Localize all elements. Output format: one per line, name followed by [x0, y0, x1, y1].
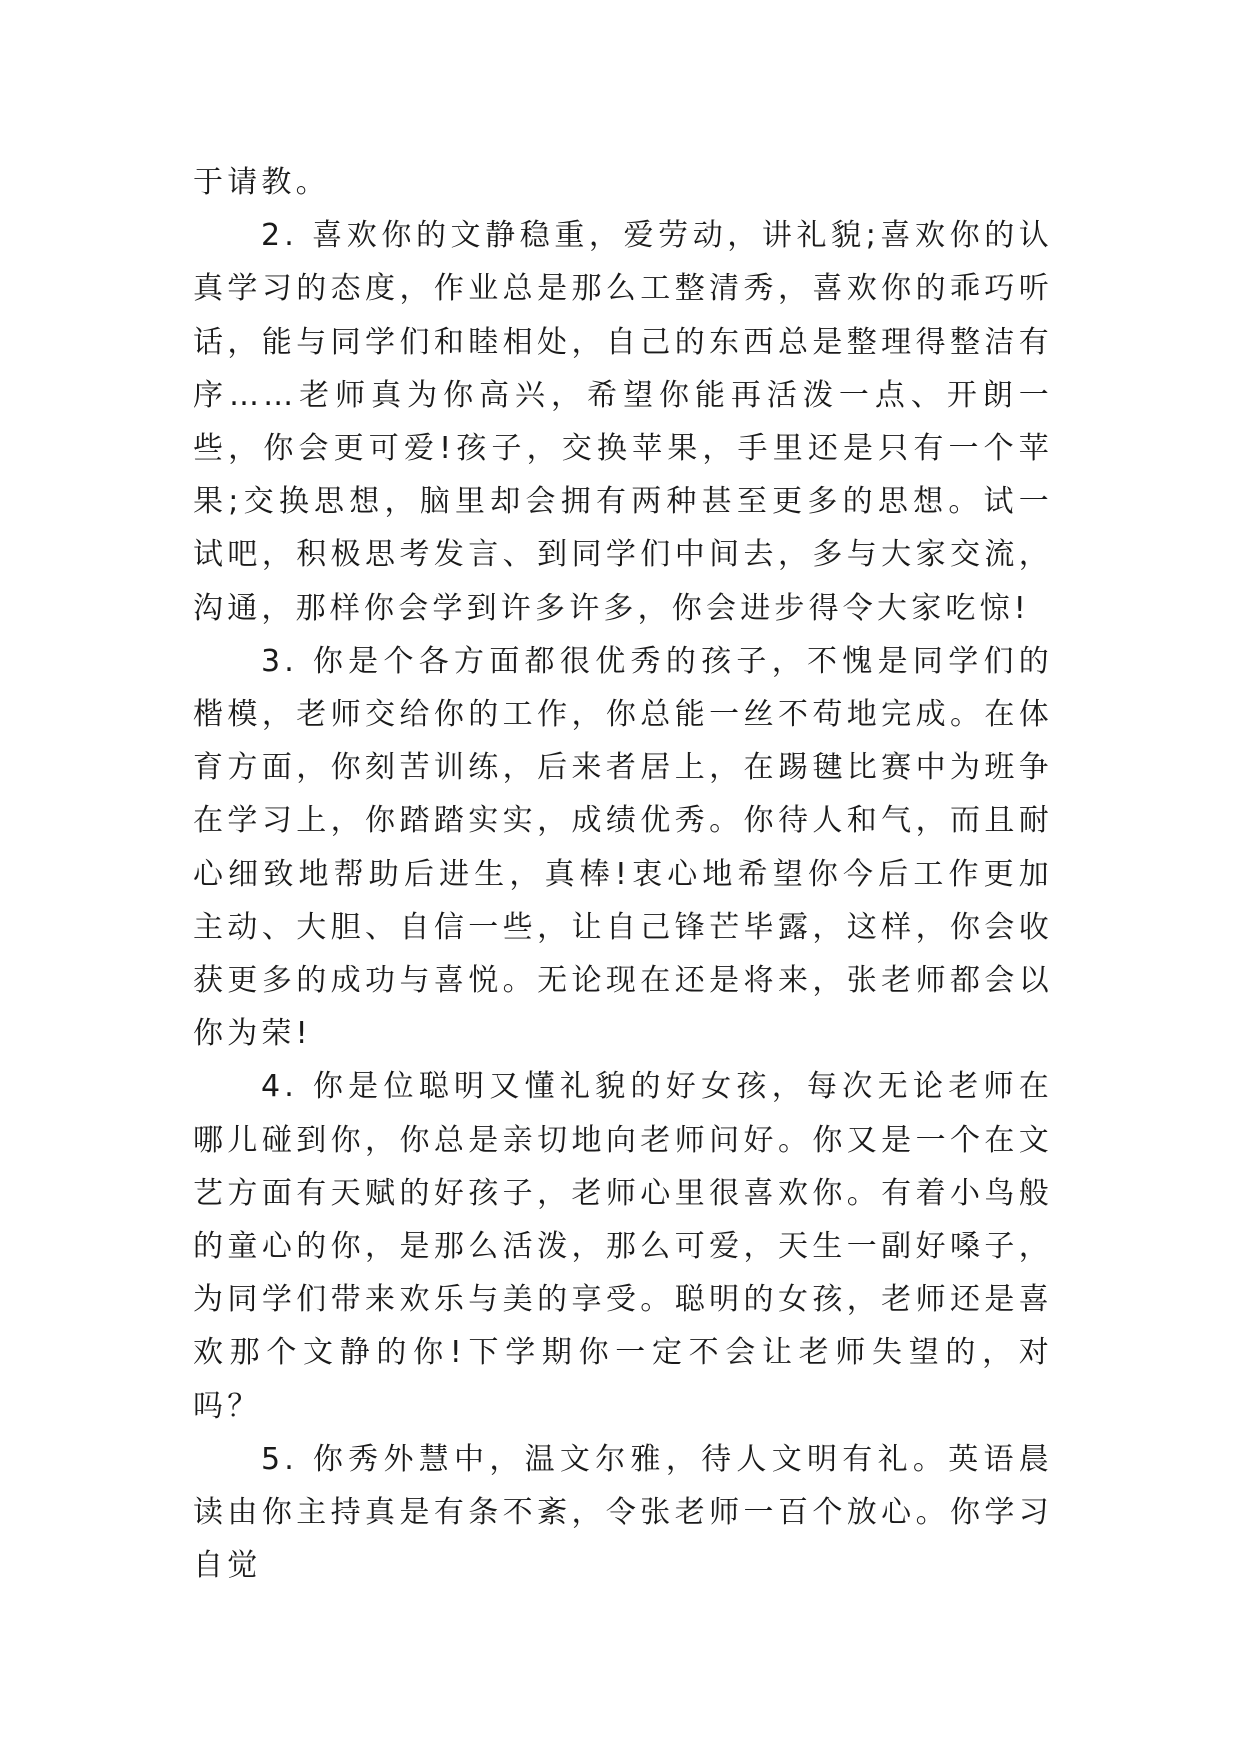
document-body: [193, 156, 1053, 1592]
paragraph-comment-5: 5. 你秀外慧中，温文尔雅，待人文明有礼。英语晨读由你主持真是有条不紊，令张老师一百个放心。你学习自觉: [193, 1441, 1053, 1584]
paragraph-continuation: 于请教。: [193, 165, 330, 200]
paragraph-comment-2: 2. 喜欢你的文静稳重，爱劳动，讲礼貌;喜欢你的认真学习的态度，作业总是那么工整清秀，喜欢你的乖巧听话，能与同学们和睦相处，自己的东西总是整理得整洁有序……老师真为你高兴，希望你能再活泼一点、开朗一些，你会更可爱!孩子，交换苹果，手里还是只有一个苹果;交换思想，脑里却会拥有两种甚至更多的思想。试一试吧，积极思考发言、到同学们中间去，多与大家交流，沟通，那样你会学到许多许多，你会进步得令大家吃惊!: [193, 218, 1053, 626]
paragraph-comment-4: 4. 你是位聪明又懂礼貌的好女孩，每次无论老师在哪儿碰到你，你总是亲切地向老师问好。你又是一个在文艺方面有天赋的好孩子，老师心里很喜欢你。有着小鸟般的童心的你，是那么活泼，那么可爱，天生一副好嗓子，为同学们带来欢乐与美的享受。聪明的女孩，老师还是喜欢那个文静的你!下学期你一定不会让老师失望的，对吗？: [193, 1069, 1053, 1424]
paragraph-comment-3: 3. 你是个各方面都很优秀的孩子，不愧是同学们的楷模，老师交给你的工作，你总能一丝不苟地完成。在体育方面，你刻苦训练，后来者居上，在踢毽比赛中为班争在学习上，你踏踏实实，成绩优秀。你待人和气，而且耐心细致地帮助后进生，真棒!衷心地希望你今后工作更加主动、大胆、自信一些，让自己锋芒毕露，这样，你会收获更多的成功与喜悦。无论现在还是将来，张老师都会以你为荣!: [193, 643, 1053, 1052]
